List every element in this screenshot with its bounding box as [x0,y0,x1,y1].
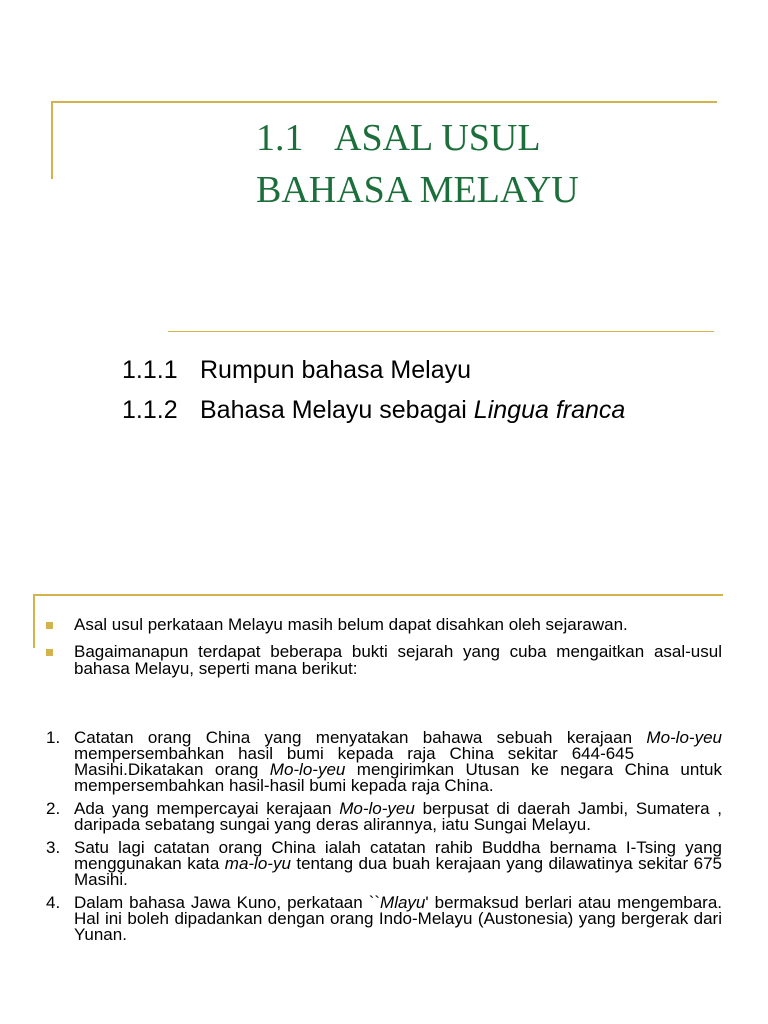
title-underline-rule [168,331,714,332]
evidence-item [46,730,722,794]
subtopic-text: Rumpun bahasa Melayu [200,356,471,384]
content-rule-vertical [33,594,35,648]
evidence-number: 2. [46,799,61,818]
evidence-text-part: Dalam bahasa Jawa Kuno, perkataan `` [74,893,381,912]
title-rule-vertical [51,101,53,179]
evidence-text-italic: Mo-lo-yeu [339,799,415,818]
subtopic-text [200,391,722,429]
bullet-item [46,616,722,633]
subtopic-item [122,391,722,429]
evidence-text-part: mengirimkan Utusan ke negara China untuk mempersembahkan hasil-hasil bumi kepada raja China. [74,760,722,795]
evidence-text-part: berpusat di daerah Jambi, Sumatera , daripada sebatang sungai yang deras alirannya, iatu Sungai Melayu. [74,799,722,834]
slide-title-number: 1.1 [256,117,304,159]
evidence-text-part: mempersembahkan hasil bumi kepada raja China sekitar 644-645 Masihi.Dikatakan orang [74,744,722,779]
evidence-number: 3. [46,838,61,857]
bullet-item [46,643,722,677]
evidence-text-part: Satu lagi catatan orang China ialah catatan rahib Buddha bernama I-Tsing yang menggunakan kata [74,838,722,873]
evidence-list [46,730,722,950]
evidence-text-italic: Mo-lo-yeu [646,728,722,747]
evidence-text [74,730,722,794]
subtopic-text-italic: Lingua franca [473,396,626,424]
evidence-text-italic: Mlayu [380,893,426,912]
evidence-text-italic: ma-lo-yu [224,854,291,873]
slide-title [256,112,696,216]
subtopic-item [122,351,722,389]
bullet-text: Bagaimanapun terdapat beberapa bukti sejarah yang cuba mengaitkan asal-usul bahasa Melayu, seperti mana berikut: [74,642,722,678]
evidence-item [46,895,722,943]
slide-title-line2: BAHASA MELAYU [256,169,579,211]
evidence-item [46,801,722,833]
bullet-text: Asal usul perkataan Melayu masih belum dapat disahkan oleh sejarawan. [74,615,628,634]
subtopic-number: 1.1.1 [122,356,178,384]
evidence-number: 4. [46,893,61,912]
evidence-text [74,840,722,888]
evidence-text-part: tentang dua buah kerajaan yang dilawatinya sekitar 675 Masihi. [74,854,722,889]
square-bullet-icon [46,643,74,677]
content-rule-horizontal [33,594,723,596]
subtopic-text-plain: Bahasa Melayu sebagai [200,396,474,424]
evidence-number: 1. [46,728,61,747]
subtopic-number: 1.1.2 [122,396,178,424]
slide-title-line1: ASAL USUL [334,117,541,159]
title-rule-horizontal [51,101,717,103]
subtopic-list [122,351,722,431]
evidence-text-part: Catatan orang China yang menyatakan bahawa sebuah kerajaan [74,728,647,747]
evidence-item [46,840,722,888]
square-bullet-icon [46,616,74,633]
evidence-text [74,801,722,833]
evidence-text-italic: Mo-lo-yeu [269,760,346,779]
evidence-text [74,895,722,943]
evidence-text-part: Ada yang mempercayai kerajaan [74,799,340,818]
evidence-text-part: ' bermaksud berlari atau mengembara. Hal ini boleh dipadankan dengan orang Indo-Melayu (Austonesia) yang bergerak dari Yunan. [74,893,723,944]
bullet-list [46,616,722,687]
